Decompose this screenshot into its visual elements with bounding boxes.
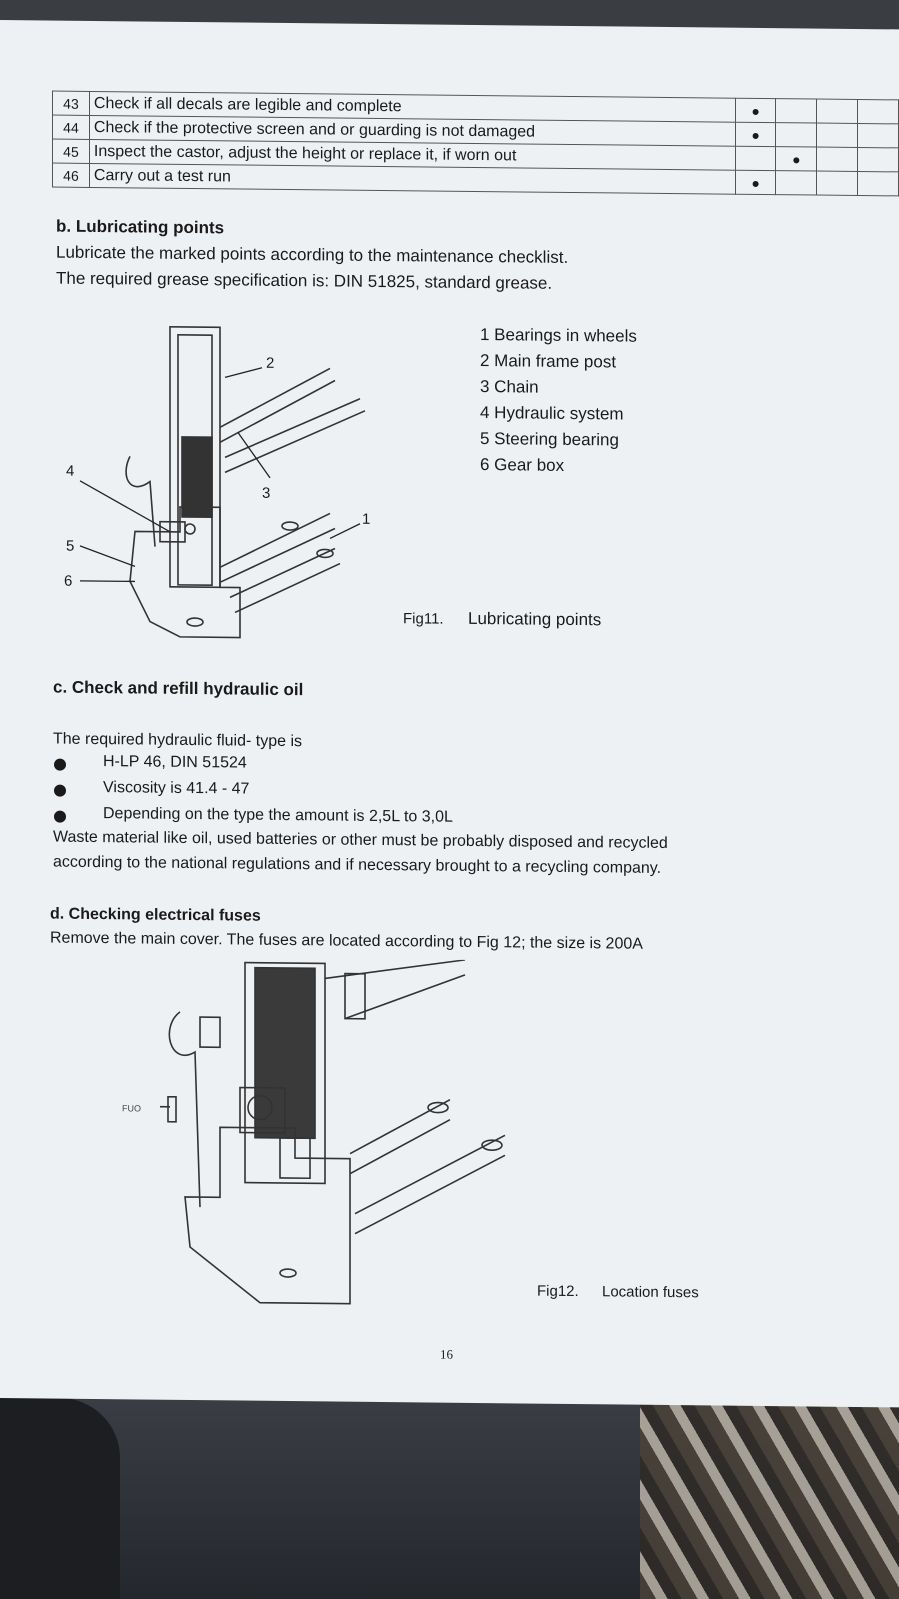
check-cell: ● [776, 147, 817, 171]
legend-item: 3 Chain [480, 377, 539, 397]
check-cell: ● [735, 122, 776, 146]
maintenance-checklist-table [52, 91, 899, 197]
check-cell [858, 99, 899, 123]
page-number: 16 [440, 1346, 453, 1362]
row-number: 46 [53, 163, 90, 187]
fuse-label: FUO [122, 1103, 141, 1114]
check-cell: ● [735, 98, 776, 122]
legend-item: 2 Main frame post [480, 351, 617, 372]
fig11-caption-text: Lubricating points [468, 608, 602, 630]
check-cell [858, 123, 899, 147]
stacker-lubrication-figure [60, 306, 400, 650]
fluid-spec: H-LP 46, DIN 51524 [103, 753, 247, 772]
fig12-caption-label: Fig12. [537, 1282, 579, 1301]
waste-line1: Waste material like oil, used batteries or other must be probably disposed and recycled [53, 828, 668, 852]
legend-item: 4 Hydraulic system [480, 403, 624, 424]
legend-item: 5 Steering bearing [480, 429, 619, 450]
row-description: Carry out a test run [89, 163, 735, 194]
row-description: Check if the protective screen and or guarding is not damaged [89, 115, 735, 146]
check-cell [858, 171, 899, 195]
check-cell [817, 147, 858, 171]
section-b-line2: The required grease specification is: DIN 51825, standard grease. [56, 268, 553, 293]
section-b-title: b. Lubricating points [56, 216, 225, 238]
check-cell [735, 146, 776, 170]
check-cell [817, 123, 858, 147]
check-cell: ● [735, 170, 776, 194]
row-description: Inspect the castor, adjust the height or replace it, if worn out [89, 139, 735, 170]
callout-5: 5 [66, 537, 75, 555]
row-number: 44 [53, 115, 90, 139]
background-roller-conveyor [640, 1400, 899, 1599]
section-c-title: c. Check and refill hydraulic oil [53, 677, 304, 700]
check-cell [776, 171, 817, 195]
bullet-dot [54, 759, 66, 771]
background-object [0, 1398, 120, 1599]
fig12-caption-text: Location fuses [602, 1283, 699, 1302]
manual-page [0, 20, 899, 1407]
legend-item: 1 Bearings in wheels [480, 325, 637, 346]
row-number: 43 [53, 91, 90, 115]
row-number: 45 [53, 139, 90, 163]
check-cell [858, 147, 899, 171]
fluid-amount: Depending on the type the amount is 2,5L to 3,0L [103, 805, 453, 826]
section-d-text: Remove the main cover. The fuses are located according to Fig 12; the size is 200A [50, 929, 643, 953]
callout-6: 6 [64, 572, 73, 590]
callout-3: 3 [262, 484, 271, 502]
bullet-dot [54, 811, 66, 823]
row-description: Check if all decals are legible and complete [89, 91, 735, 122]
fig11-caption-label: Fig11. [403, 610, 444, 628]
section-c-intro: The required hydraulic fluid- type is [53, 730, 303, 751]
check-cell [817, 99, 858, 123]
check-cell [776, 99, 817, 123]
check-cell [776, 123, 817, 147]
section-b-line1: Lubricate the marked points according to the maintenance checklist. [56, 242, 569, 267]
callout-1: 1 [362, 510, 371, 528]
section-d-title: d. Checking electrical fuses [50, 905, 261, 925]
waste-line2: according to the national regulations and if necessary brought to a recycling company. [53, 853, 662, 877]
stacker-fuse-figure [120, 956, 530, 1330]
fluid-viscosity: Viscosity is 41.4 - 47 [103, 779, 250, 798]
callout-4: 4 [66, 462, 75, 480]
check-cell [817, 171, 858, 195]
bullet-dot [54, 785, 66, 797]
legend-item: 6 Gear box [480, 455, 565, 475]
callout-2: 2 [266, 354, 275, 372]
